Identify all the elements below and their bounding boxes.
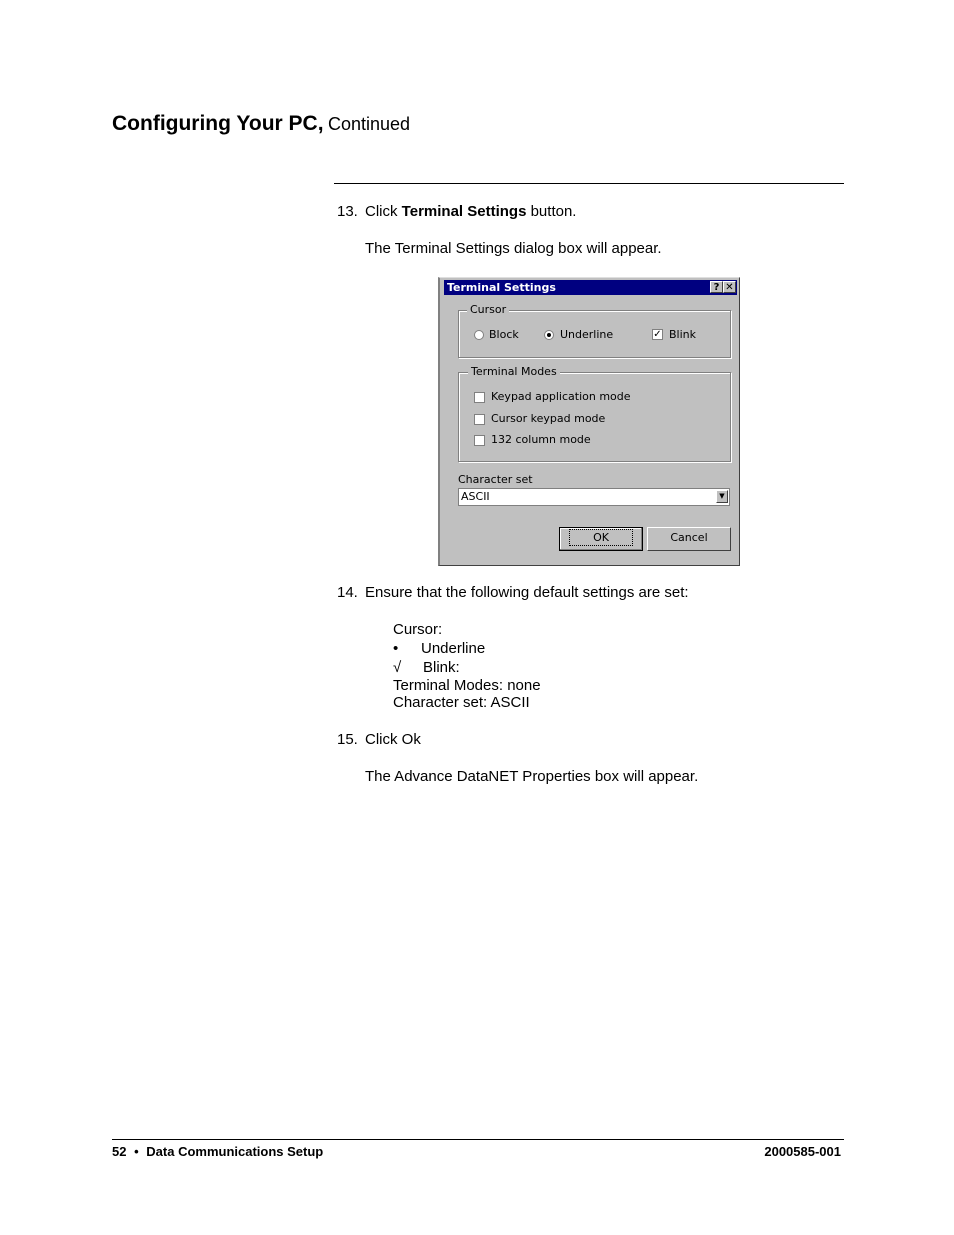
defaults-character-set: Character set: ASCII [393, 694, 530, 711]
charset-label: Character set [458, 473, 533, 486]
checkbox-keypad-application[interactable] [474, 392, 485, 403]
step-text: Ensure that the following default settings are set: [365, 584, 689, 601]
step-number: 15. [337, 731, 358, 748]
checkbox-cursor-keypad[interactable] [474, 414, 485, 425]
step-text-bold: Terminal Settings [401, 203, 527, 220]
radio-underline[interactable] [544, 330, 554, 340]
dialog-title: Terminal Settings [447, 281, 556, 294]
terminal-modes-label: Terminal Modes [468, 366, 560, 378]
footer-left [112, 1144, 323, 1159]
help-button[interactable]: ? [710, 281, 723, 293]
step-15 [337, 731, 421, 748]
defaults-terminal-modes: Terminal Modes: none [393, 677, 541, 694]
step-number: 13. [337, 203, 358, 220]
footer-doc-number: 2000585-001 [764, 1144, 841, 1159]
defaults-cursor-label: Cursor: [393, 621, 443, 638]
ok-label: OK [571, 531, 631, 544]
title-continued: Continued [328, 114, 411, 134]
radio-block[interactable] [474, 330, 484, 340]
charset-select[interactable] [458, 488, 730, 506]
close-button[interactable]: ✕ [723, 281, 736, 293]
step-13 [337, 203, 576, 220]
step-text: Click Ok [365, 731, 421, 748]
terminal-settings-dialog [438, 277, 740, 566]
step-text-post: button. [526, 203, 577, 220]
radio-underline-label[interactable]: Underline [560, 328, 614, 341]
checkbox-blink[interactable]: ✓ [653, 329, 662, 340]
step-number: 14. [337, 584, 358, 601]
footer-section: Data Communications Setup [146, 1144, 324, 1159]
title-main: Configuring Your PC, [112, 112, 324, 135]
chevron-down-icon[interactable]: ▼ [716, 490, 728, 503]
keypad-application-label[interactable]: Keypad application mode [491, 390, 631, 403]
step-text-pre: Click [365, 203, 402, 220]
page-title [112, 112, 410, 136]
dialog-titlebar [444, 280, 737, 295]
cursor-group-label: Cursor [467, 304, 509, 316]
charset-value: ASCII [461, 490, 490, 503]
step-15-note: The Advance DataNET Properties box will appear. [365, 768, 699, 785]
footer-separator: • [134, 1144, 139, 1159]
checkbox-blink-label[interactable]: Blink [669, 328, 697, 341]
page-number: 52 [112, 1144, 127, 1159]
section-rule [334, 183, 844, 184]
defaults-bullet: • [393, 640, 399, 657]
defaults-underline: Underline [421, 640, 486, 657]
132-column-label[interactable]: 132 column mode [491, 433, 591, 446]
defaults-blink: Blink: [423, 659, 460, 676]
cursor-keypad-label[interactable]: Cursor keypad mode [491, 412, 606, 425]
ok-button[interactable] [559, 527, 643, 551]
defaults-check-mark: √ [393, 659, 402, 676]
step-13-note: The Terminal Settings dialog box will appear. [365, 240, 662, 257]
footer-rule [112, 1139, 844, 1140]
checkbox-132-column[interactable] [474, 435, 485, 446]
radio-block-label[interactable]: Block [489, 328, 519, 341]
cancel-button[interactable]: Cancel [647, 527, 731, 551]
step-14 [337, 584, 689, 601]
